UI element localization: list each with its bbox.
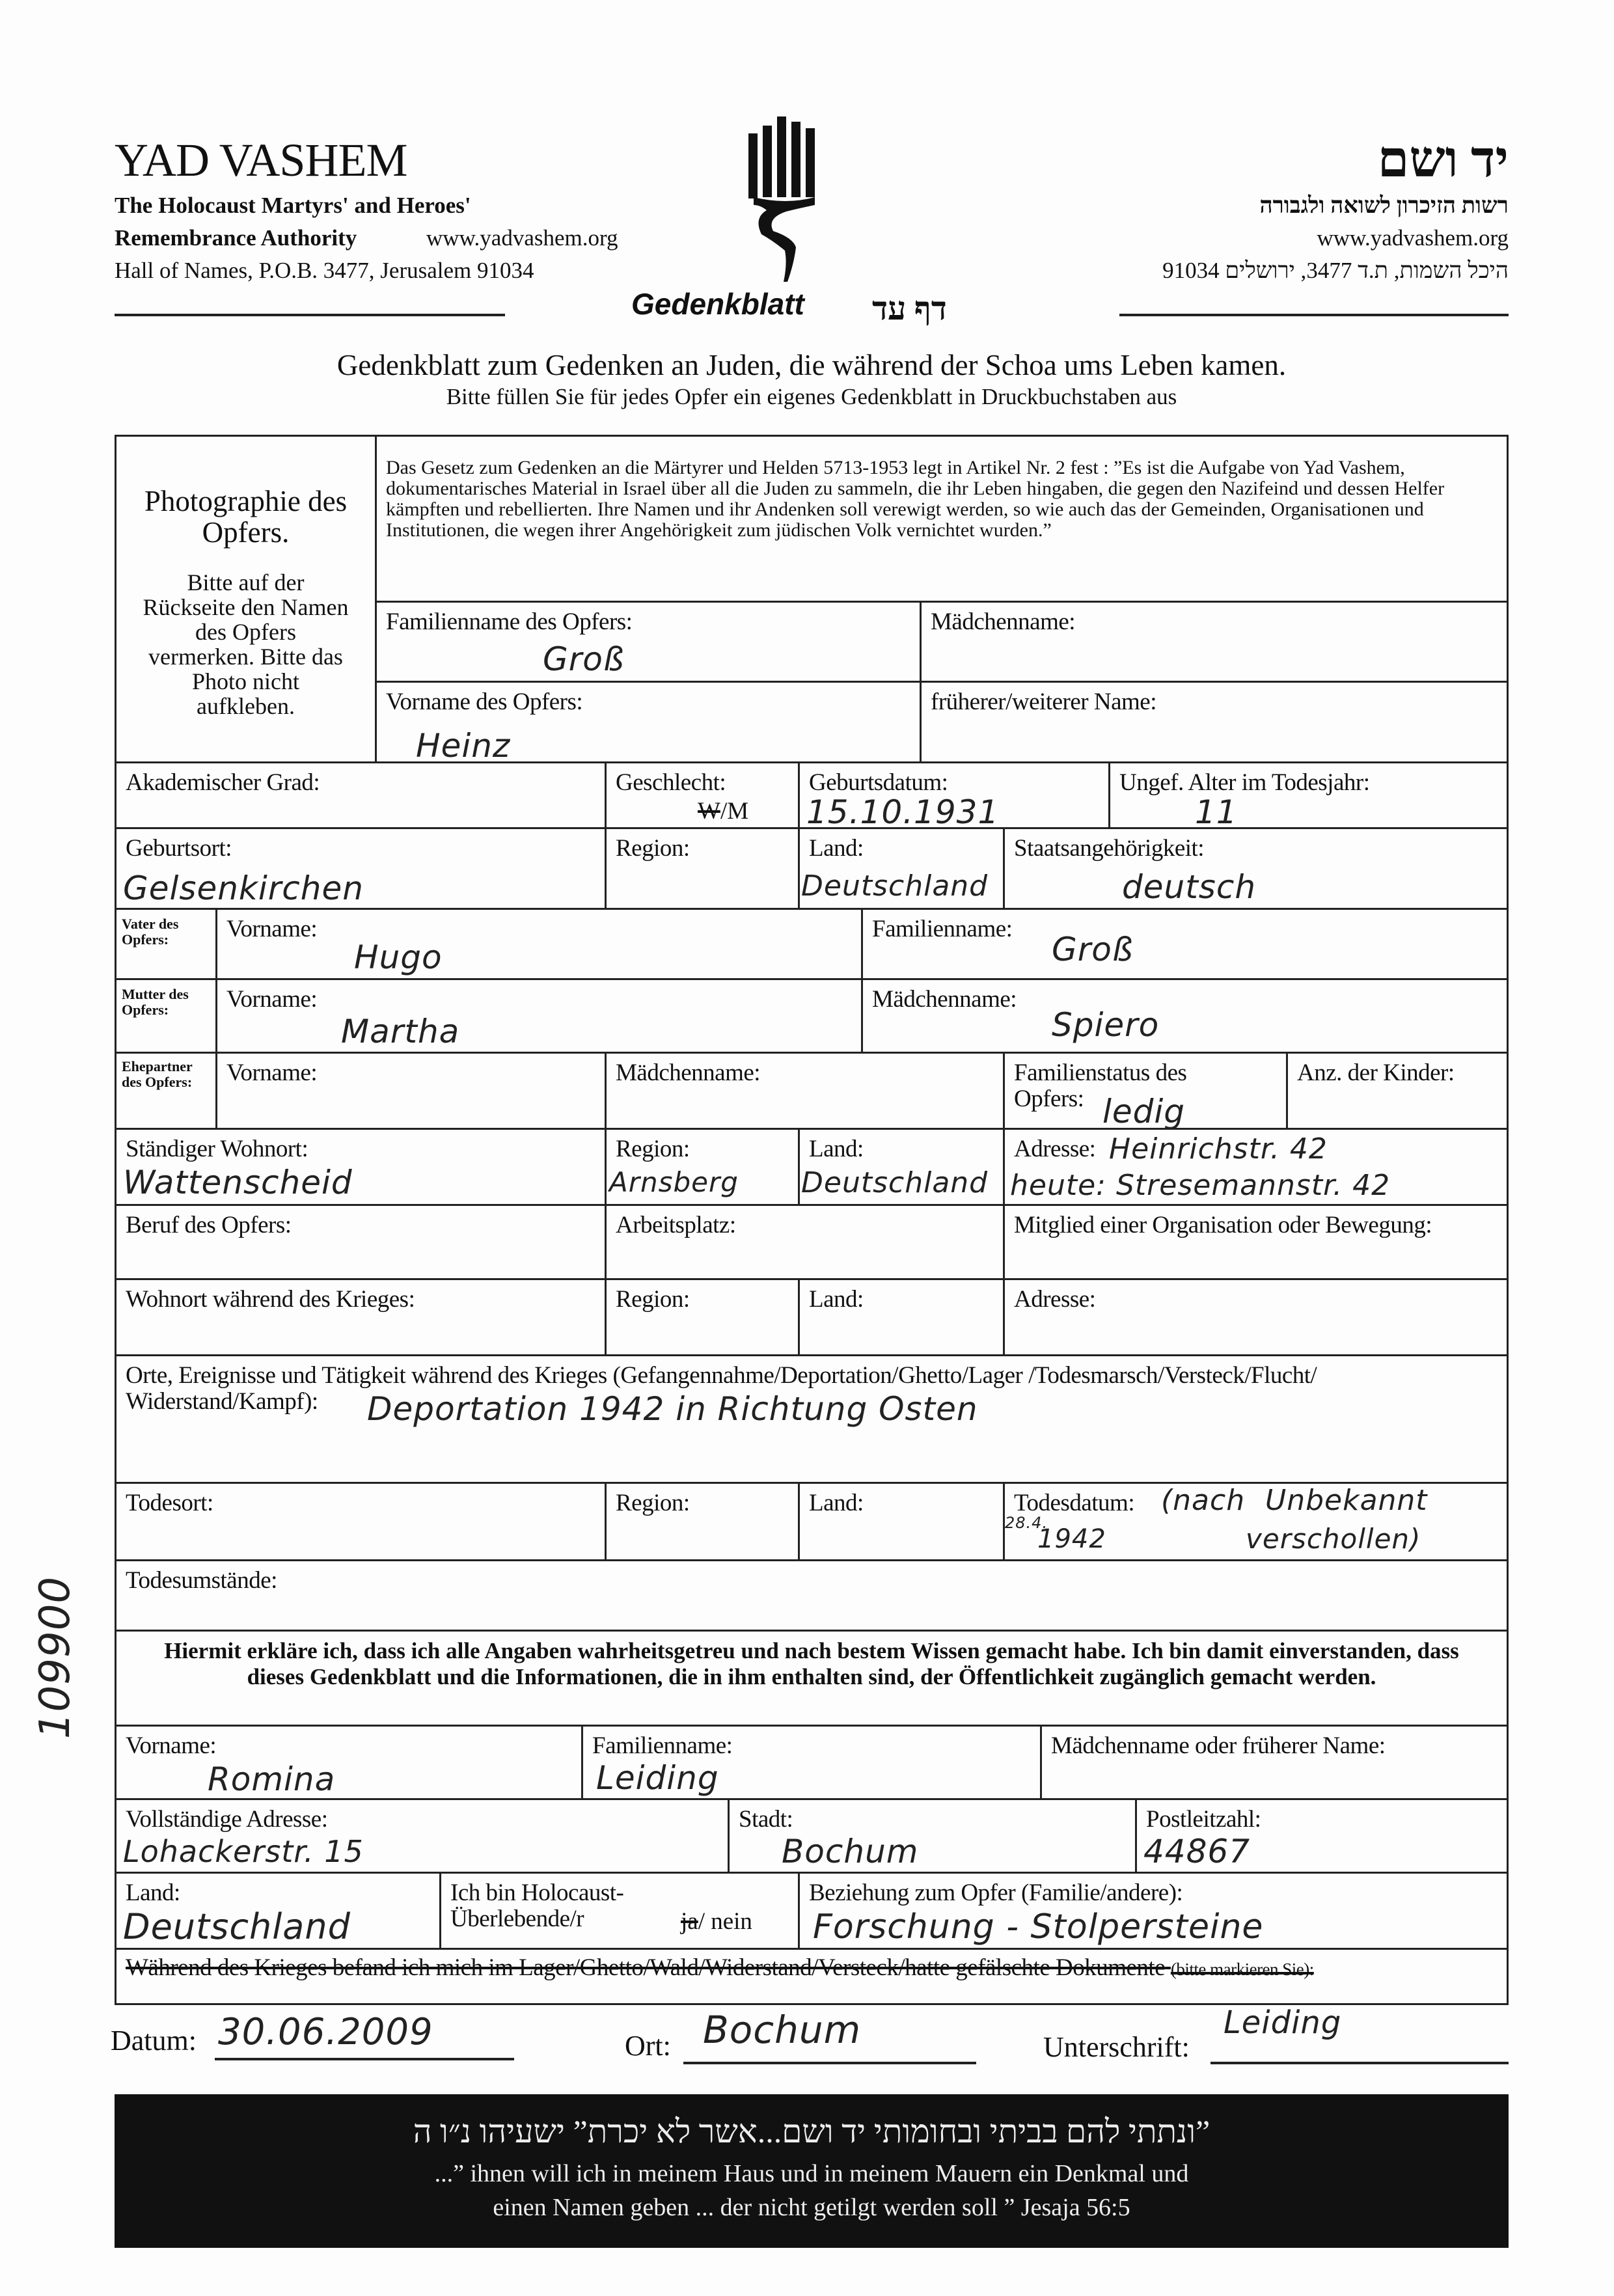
org-name: YAD VASHEM (115, 134, 407, 186)
survivor-field[interactable] (439, 1872, 800, 1950)
death-place-field[interactable] (115, 1482, 607, 1561)
label: Mädchenname oder früherer Name: (1051, 1732, 1386, 1759)
spouse-firstname-field[interactable] (215, 1052, 607, 1130)
form-title-hebrew: דף עד (872, 290, 947, 327)
submitter-maiden-field[interactable] (1040, 1725, 1509, 1800)
label: Mitglied einer Organisation oder Bewegung: (1014, 1212, 1432, 1238)
label: Land: (809, 835, 864, 862)
victim-surname-field[interactable] (375, 601, 922, 683)
victim-firstname: Heinz (416, 727, 511, 765)
submitter-country-field[interactable] (115, 1872, 441, 1950)
photo-title: Photographie des Opfers. (144, 485, 348, 549)
label: Vorname des Opfers: (386, 689, 583, 715)
date-label: Datum: (111, 2025, 197, 2057)
nationality-field[interactable] (1003, 827, 1509, 910)
mother-row-label: Mutter des Opfers: (122, 986, 189, 1018)
mother-firstname-field[interactable] (215, 978, 863, 1054)
label: Wohnort während des Krieges: (126, 1286, 415, 1313)
gender-options (698, 797, 748, 825)
father-surname: Groß (1052, 931, 1134, 968)
death-date-note: (nach (1161, 1484, 1246, 1517)
father-firstname-field[interactable] (215, 908, 863, 980)
survivor-nein: / nein (698, 1908, 752, 1935)
label: Land: (809, 1136, 864, 1162)
children-count-field[interactable] (1286, 1052, 1509, 1130)
residence-address-today: heute: Stresemannstr. 42 (1010, 1169, 1391, 1202)
label: Mädchenname: (931, 608, 1076, 635)
label: Mädchenname: (616, 1059, 761, 1086)
death-date-unknown: Unbekannt (1265, 1484, 1428, 1517)
label: Vollständige Adresse: (126, 1806, 328, 1833)
label: Postleitzahl: (1146, 1806, 1261, 1833)
wartime-hint: (bitte markieren Sie): (1170, 1960, 1314, 1979)
birthplace: Gelsenkirchen (123, 869, 364, 907)
label: Region: (616, 1286, 690, 1313)
label: Familienname: (872, 916, 1013, 942)
father-row-label: Vater des Opfers: (122, 916, 179, 948)
label: Todesdatum: (1014, 1490, 1135, 1516)
intro-text: Das Gesetz zum Gedenken an die Märtyrer und Helden 5713-1953 legt in Artikel Nr. 2 fest : ”Es ist die Aufgabe von Yad Vashem, dokumentarisches Material in Israel über all die Juden zu sammeln, die ihr Leben hingaben, die gegen den Nazifeind und dessen Helfer kämpften und rebellierten. Ihre Namen und ihr Andenken soll verewigt werden, so wie auch das der Gemeinden, Organisationen und Institutionen, die wegen ihrer Angehörigkeit zum jüdischen Volk vernichtet wurden.” (386, 457, 1445, 541)
wartime-address-field[interactable] (1003, 1278, 1509, 1356)
signature-label: Unterschrift: (1043, 2031, 1190, 2063)
label: Geschlecht: (616, 769, 726, 796)
residence-region-field[interactable] (605, 1128, 800, 1206)
victim-surname: Groß (543, 640, 625, 678)
hebrew-org-name: יד ושם (1377, 131, 1509, 187)
label: Vorname: (226, 986, 318, 1013)
label: Region: (616, 835, 690, 862)
birth-region-field[interactable] (605, 827, 800, 910)
nationality: deutsch (1122, 868, 1257, 906)
submitter-zip: 44867 (1143, 1833, 1251, 1870)
hebrew-website: www.yadvashem.org (1317, 225, 1509, 251)
label: Familienstatus des Opfers: (1014, 1059, 1187, 1112)
death-date-missing: verschollen) (1246, 1523, 1421, 1555)
label: Orte, Ereignisse und Tätigkeit während des Krieges (Gefangennahme/Deportation/Ghetto/Lager /Todesmarsch/Versteck/Flucht/ Widerstand/Kampf): (126, 1362, 1317, 1415)
wartime-region-field[interactable] (605, 1278, 800, 1356)
birthdate: 15.10.1931 (806, 793, 1000, 831)
label: Region: (616, 1136, 690, 1162)
workplace-field[interactable] (605, 1204, 1005, 1280)
place-label: Ort: (625, 2030, 671, 2062)
label: Land: (126, 1879, 180, 1906)
header-rule-right (1119, 314, 1509, 316)
death-circumstances-field[interactable] (115, 1559, 1509, 1632)
father-firstname: Hugo (354, 938, 443, 976)
label: Land: (809, 1490, 864, 1516)
signature-place: Bochum (703, 2008, 862, 2052)
subtitle: Gedenkblatt zum Gedenken an Juden, die während der Schoa ums Leben kamen. (336, 349, 1287, 381)
marital-status: ledig (1102, 1093, 1186, 1130)
wartime-residence-field[interactable] (115, 1278, 607, 1356)
footer-german-line1: ...” ihnen will ich in meinem Haus und in meinem Mauern ein Denkmal und (434, 2160, 1189, 2187)
submitter-wartime-field[interactable] (115, 1948, 1509, 2005)
mother-maiden: Spiero (1052, 1006, 1160, 1044)
survivor-label-line2: Überlebende/r (450, 1906, 584, 1932)
label: Beziehung zum Opfer (Familie/andere): (809, 1879, 1183, 1906)
footer-quote-band (115, 2094, 1509, 2248)
org-line2: Remembrance Authority (115, 225, 357, 251)
birth-country-field[interactable] (798, 827, 1005, 910)
mother-maiden-field[interactable] (861, 978, 1509, 1054)
label: Todesort: (126, 1490, 213, 1516)
spouse-row-label-cell (115, 1052, 217, 1130)
label: Arbeitsplatz: (616, 1212, 736, 1238)
mother-row-label-cell (115, 978, 217, 1054)
label: Staatsangehörigkeit: (1014, 835, 1205, 862)
instruction: Bitte füllen Sie für jedes Opfer ein eigenes Gedenkblatt in Druckbuchstaben aus (446, 384, 1177, 409)
label: Vorname: (126, 1732, 217, 1759)
label: Familienname des Opfers: (386, 608, 633, 635)
survivor-options (681, 1907, 752, 1935)
survivor-ja-struck: ja (681, 1908, 698, 1935)
residence-country: Deutschland (801, 1166, 989, 1199)
death-country-field[interactable] (798, 1482, 1005, 1561)
submitter-zip-field[interactable] (1135, 1798, 1509, 1874)
label: Vorname: (226, 1059, 318, 1086)
declaration-box (115, 1630, 1509, 1727)
marital-status-field[interactable] (1003, 1052, 1288, 1130)
margin-archive-number: 109900 (31, 1576, 80, 1740)
intro-box (375, 435, 1509, 603)
form-title: Gedenkblatt (631, 287, 804, 321)
birth-country: Deutschland (801, 869, 989, 903)
victim-maiden-field[interactable] (920, 601, 1509, 683)
hebrew-org-line1: רשות הזיכרון לשואה ולגבורה (1259, 193, 1509, 218)
residence-region: Arnsberg (609, 1166, 739, 1198)
submitter-firstname: Romina (208, 1760, 336, 1798)
label: Adresse: (1014, 1136, 1096, 1162)
label: Akademischer Grad: (126, 769, 320, 796)
label: Geburtsdatum: (809, 769, 948, 796)
signature-date: 30.06.2009 (218, 2011, 433, 2053)
org-line1: The Holocaust Martyrs' and Heroes' (115, 193, 471, 218)
birthplace-field[interactable] (115, 827, 607, 910)
photo-note: Bitte auf der Rückseite den Namen des Opfers vermerken. Bitte das Photo nicht aufkleben. (143, 569, 349, 719)
label: Todesumstände: (126, 1567, 277, 1594)
label: früherer/weiterer Name: (931, 689, 1156, 715)
relation: Forschung - Stolpersteine (813, 1907, 1264, 1947)
submitter-address: Lohackerstr. 15 (123, 1834, 364, 1869)
gender-field[interactable] (605, 761, 800, 829)
degree-field[interactable] (115, 761, 607, 829)
spouse-maiden-field[interactable] (605, 1052, 1005, 1130)
father-surname-field[interactable] (861, 908, 1509, 980)
footer-hebrew-quote: ”ונתתי להם בביתי ובחומותי יד ושם...אשר לא יכרת” ישעיהו נ״ו ה (413, 2113, 1210, 2150)
org-website: www.yadvashem.org (426, 225, 618, 251)
label: Ständiger Wohnort: (126, 1136, 308, 1162)
residence-country-field[interactable] (798, 1128, 1005, 1206)
label: Vorname: (226, 916, 318, 942)
age-field[interactable] (1108, 761, 1509, 829)
residence-address-field[interactable] (1003, 1128, 1509, 1206)
label: Adresse: (1014, 1286, 1096, 1313)
occupation-field[interactable] (115, 1204, 607, 1280)
death-date-year: 1942 (1037, 1524, 1106, 1554)
label: Anz. der Kinder: (1297, 1059, 1455, 1086)
submitter-country: Deutschland (123, 1906, 351, 1947)
residence-address: Heinrichstr. 42 (1109, 1132, 1328, 1166)
residence-place: Wattenscheid (123, 1164, 353, 1201)
label: Stadt: (739, 1806, 793, 1833)
age: 11 (1195, 793, 1238, 831)
label: Beruf des Opfers: (126, 1212, 292, 1238)
label (450, 1880, 623, 1932)
mother-firstname: Martha (341, 1013, 460, 1050)
label: Familienname: (592, 1732, 733, 1759)
header-rule-left (115, 314, 505, 316)
submitter-surname: Leiding (596, 1759, 719, 1797)
victim-firstname-field[interactable] (375, 681, 922, 763)
submitter-wartime-text (126, 1955, 1314, 1982)
survivor-label-line1: Ich bin Holocaust- (450, 1879, 624, 1906)
wartime-events: Deportation 1942 in Richtung Osten (367, 1390, 978, 1428)
wartime-events-field[interactable] (115, 1354, 1509, 1484)
relation-field[interactable] (798, 1872, 1509, 1950)
victim-other-name-field[interactable] (920, 681, 1509, 763)
spouse-row-label: Ehepartner des Opfers: (122, 1058, 193, 1090)
submitter-city-field[interactable] (728, 1798, 1137, 1874)
declaration-text: Hiermit erkläre ich, dass ich alle Angaben wahrheitsgetreu und nach bestem Wissen gemacht habe. Ich bin damit einverstanden, dass dieses Gedenkblatt und die Informationen, die in ihm enthalten sind, der Öffentlichkeit zugänglich gemacht werden. (164, 1638, 1459, 1689)
death-date-day: 28.4. (1005, 1514, 1048, 1532)
org-address: Hall of Names, P.O.B. 3477, Jerusalem 91034 (115, 258, 534, 283)
gender-w-struck: W (698, 798, 720, 825)
membership-field[interactable] (1003, 1204, 1509, 1280)
submitter-surname-field[interactable] (581, 1725, 1042, 1800)
death-region-field[interactable] (605, 1482, 800, 1561)
wartime-text: Während des Krieges befand ich mich im Lager/Ghetto/Wald/Widerstand/Versteck/hatte gefälschte Dokumente (126, 1954, 1166, 1981)
photo-box (115, 435, 377, 763)
residence-field[interactable] (115, 1128, 607, 1206)
label: Mädchenname: (872, 986, 1017, 1013)
footer-german-line2: einen Namen geben ... der nicht getilgt werden soll ” Jesaja 56:5 (493, 2194, 1130, 2221)
father-row-label-cell (115, 908, 217, 980)
label: Ungef. Alter im Todesjahr: (1119, 769, 1370, 796)
submitter-city: Bochum (782, 1833, 919, 1870)
submitter-address-field[interactable] (115, 1798, 730, 1874)
label: Land: (809, 1286, 864, 1313)
birthdate-field[interactable] (798, 761, 1110, 829)
yad-vashem-logo-icon (747, 114, 838, 283)
label: Region: (616, 1490, 690, 1516)
hebrew-address: היכל השמות, ת.ד 3477, ירושלים 91034 (1162, 258, 1509, 283)
label: Geburtsort: (126, 835, 232, 862)
death-date-field[interactable] (1003, 1482, 1509, 1561)
wartime-country-field[interactable] (798, 1278, 1005, 1356)
signature: Leiding (1224, 2004, 1342, 2041)
gender-m: /M (720, 798, 749, 825)
submitter-firstname-field[interactable] (115, 1725, 583, 1800)
